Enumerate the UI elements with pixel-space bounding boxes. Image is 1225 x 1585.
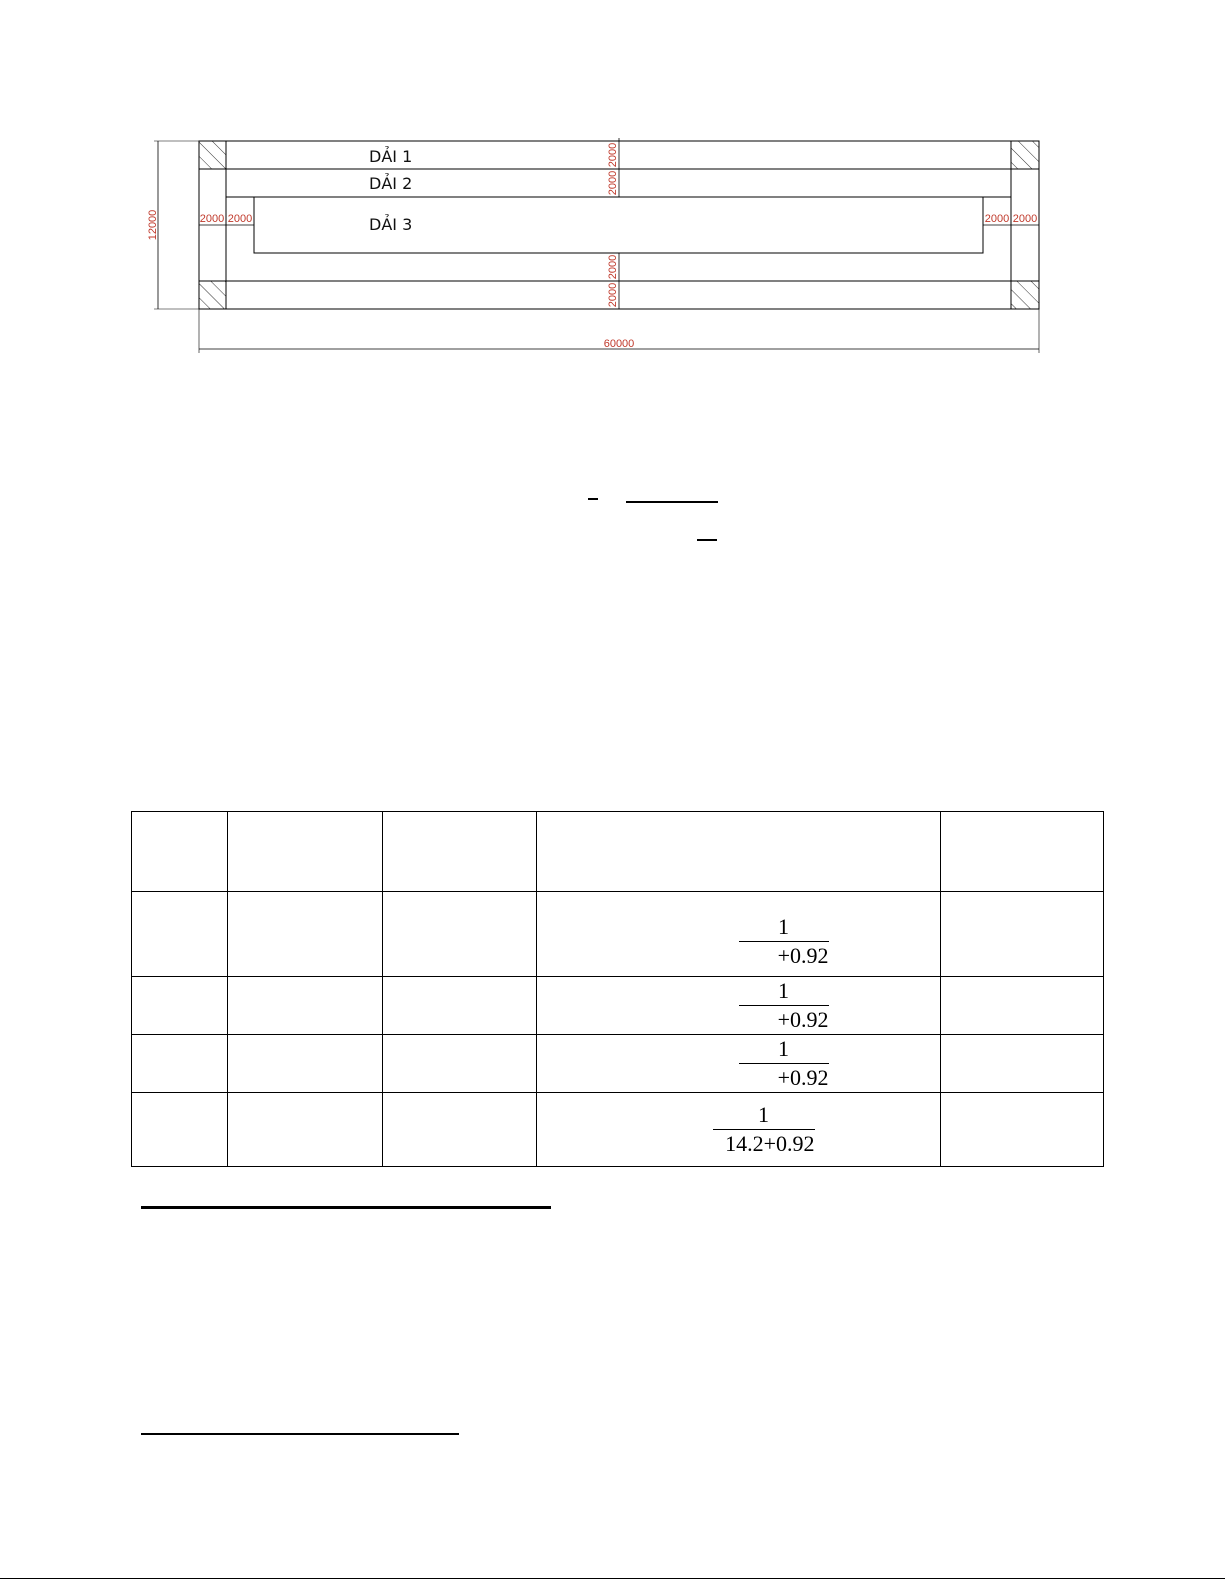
table-cell [537, 1035, 941, 1093]
formula-fraction-bar [697, 539, 717, 541]
zone-label-3: DẢI 3 [369, 215, 413, 234]
table-cell [537, 892, 941, 977]
table-cell [228, 892, 383, 977]
table-cell [132, 812, 228, 892]
results-table [131, 811, 1104, 1167]
fraction [739, 979, 829, 1032]
fraction-bar [739, 1063, 829, 1064]
fraction-bar [713, 1129, 815, 1130]
dim-strip-right-2: 2000 [1012, 213, 1038, 225]
underline-rule [141, 1433, 459, 1435]
fraction-numerator: 1 [758, 1102, 769, 1127]
dim-strip-top-2: 2000 [607, 170, 619, 196]
dim-total-length: 60000 [603, 338, 635, 350]
table-cell [132, 892, 228, 977]
fraction-denominator: +0.92 [777, 1065, 829, 1090]
dim-strip-right-1: 2000 [984, 213, 1010, 225]
fraction [713, 1103, 815, 1156]
fraction-bar [739, 1005, 829, 1006]
table-cell [383, 977, 537, 1035]
corner-column [1011, 281, 1039, 309]
table-cell [941, 1035, 1104, 1093]
table-cell [132, 977, 228, 1035]
table-cell [228, 812, 383, 892]
underline-rule [141, 1206, 551, 1209]
fraction-numerator: 1 [778, 913, 789, 939]
table-cell [228, 1093, 383, 1167]
formula-minus-sign [588, 498, 598, 500]
fraction-numerator: 1 [778, 978, 789, 1003]
table-cell [941, 812, 1104, 892]
fraction-numerator: 1 [778, 1036, 789, 1061]
dim-strip-left-2: 2000 [227, 213, 253, 225]
formula-fraction-bar [626, 501, 718, 503]
table-row [132, 977, 1104, 1035]
dim-strip-bottom-1: 2000 [607, 254, 619, 280]
table-cell [941, 892, 1104, 977]
corner-column [199, 281, 226, 309]
page-bottom-border [0, 1578, 1225, 1579]
table-cell [132, 1035, 228, 1093]
table-header-row [132, 812, 1104, 892]
foundation-plan-drawing [0, 0, 1225, 370]
table-cell [383, 892, 537, 977]
dim-strip-left-1: 2000 [199, 213, 225, 225]
fraction [739, 1037, 829, 1090]
table-cell [537, 1093, 941, 1167]
table-row [132, 892, 1104, 977]
table-cell [537, 812, 941, 892]
table-cell [228, 1035, 383, 1093]
table-row [132, 1035, 1104, 1093]
zone-label-1: DẢI 1 [369, 147, 413, 166]
table-cell [383, 812, 537, 892]
table-cell [537, 977, 941, 1035]
table-cell [941, 1093, 1104, 1167]
table-cell [383, 1035, 537, 1093]
dim-strip-top-1: 2000 [607, 142, 619, 168]
corner-column [199, 141, 226, 169]
dim-strip-bottom-2: 2000 [607, 282, 619, 308]
table-cell [228, 977, 383, 1035]
table-cell [132, 1093, 228, 1167]
table-row [132, 1093, 1104, 1167]
table-cell [941, 977, 1104, 1035]
fraction [739, 915, 829, 968]
fraction-denominator: +0.92 [777, 1007, 829, 1032]
fraction-denominator: 14.2+0.92 [725, 1131, 815, 1156]
fraction-denominator: +0.92 [777, 942, 829, 968]
zone-label-2: DẢI 2 [369, 174, 413, 193]
table-cell [383, 1093, 537, 1167]
fraction-bar [739, 941, 829, 942]
inner-zone-outline [254, 197, 983, 253]
corner-column [1011, 141, 1039, 169]
dim-total-width: 12000 [147, 209, 159, 241]
